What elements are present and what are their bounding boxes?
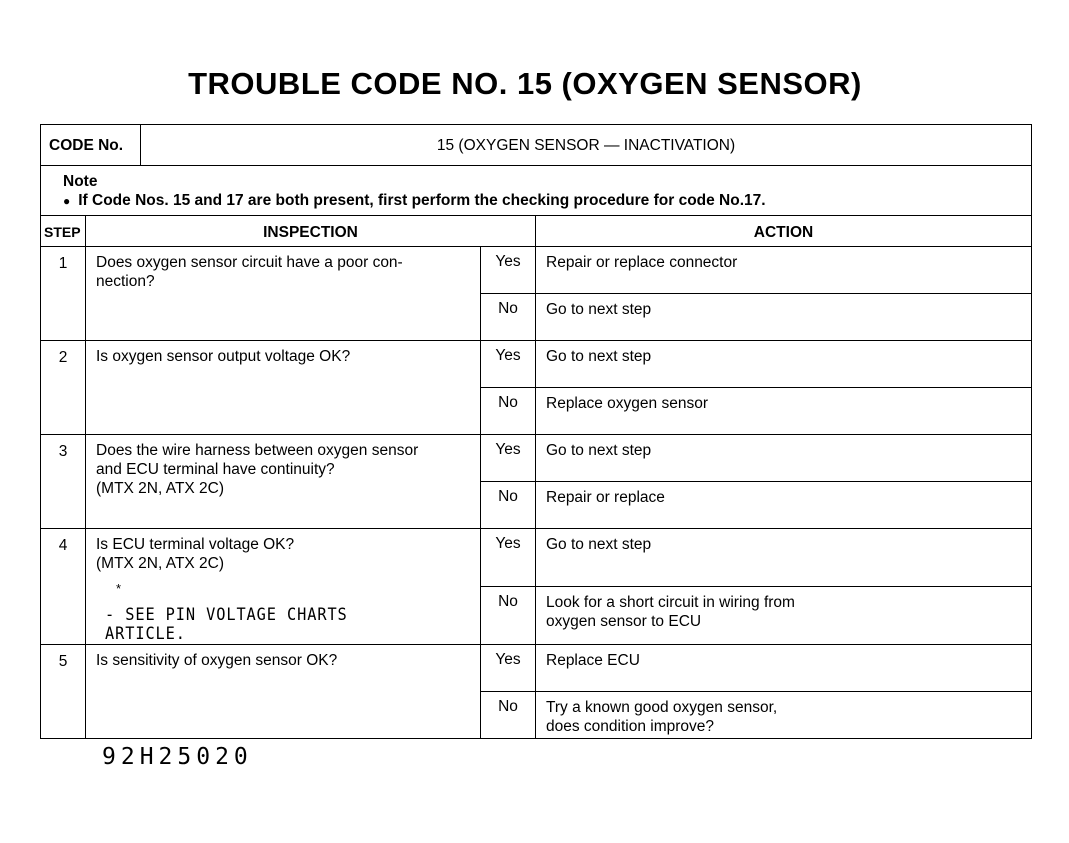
no-label: No: [481, 692, 536, 739]
asterisk-mark: *: [116, 581, 122, 596]
no-action: Look for a short circuit in wiring from oxygen sensor to ECU: [536, 587, 1032, 645]
code-label: CODE No.: [41, 125, 141, 166]
note-text: If Code Nos. 15 and 17 are both present, first perform the checking procedure for code No.17.: [78, 192, 766, 209]
yes-label: Yes: [481, 645, 536, 692]
no-action: Go to next step: [536, 294, 1032, 341]
inspection-cell: [86, 247, 481, 341]
bullet-icon: ●: [63, 194, 71, 208]
code-row: [41, 125, 1032, 166]
note-row: [41, 166, 1032, 216]
action-header: ACTION: [536, 216, 1032, 247]
step-row-5: [41, 645, 1032, 692]
yes-label: Yes: [481, 529, 536, 587]
inspection-cell: [86, 341, 481, 435]
yes-action: Repair or replace connector: [536, 247, 1032, 294]
no-label: No: [481, 294, 536, 341]
step-row-2: [41, 341, 1032, 388]
code-value: 15 (OXYGEN SENSOR — INACTIVATION): [141, 125, 1032, 166]
yes-action: Go to next step: [536, 435, 1032, 482]
step-number: 4: [41, 529, 86, 645]
step-number: 5: [41, 645, 86, 739]
inspection-cell: [86, 645, 481, 739]
yes-action: Go to next step: [536, 529, 1032, 587]
figure-id: 92H25020: [102, 744, 253, 770]
inspection-text: Does the wire harness between oxygen sensor and ECU terminal have continuity? (MTX 2N, ATX 2C): [96, 442, 419, 497]
step-row-4: [41, 529, 1032, 587]
header-row: [41, 216, 1032, 247]
inspection-text: Is ECU terminal voltage OK? (MTX 2N, ATX 2C): [96, 536, 295, 572]
yes-label: Yes: [481, 247, 536, 294]
no-action: Try a known good oxygen sensor, does condition improve?: [536, 692, 1032, 739]
step-row-3: [41, 435, 1032, 482]
no-action: Repair or replace: [536, 482, 1032, 529]
inspection-text: Is oxygen sensor output voltage OK?: [96, 348, 351, 365]
no-label: No: [481, 482, 536, 529]
step-number: 2: [41, 341, 86, 435]
note-item: [63, 191, 1009, 211]
yes-action: Go to next step: [536, 341, 1032, 388]
inspection-text: Does oxygen sensor circuit have a poor con- nection?: [96, 254, 403, 290]
trouble-code-table: [40, 124, 1032, 739]
no-action: Replace oxygen sensor: [536, 388, 1032, 435]
page-title: TROUBLE CODE NO. 15 (OXYGEN SENSOR): [188, 66, 862, 101]
inspection-header: INSPECTION: [86, 216, 536, 247]
inspection-cell: [86, 435, 481, 529]
note-cell: [41, 166, 1032, 216]
yes-label: Yes: [481, 341, 536, 388]
note-heading: Note: [63, 173, 98, 190]
inspection-cell: [86, 529, 481, 645]
step-header: STEP: [41, 216, 86, 247]
handwritten-note: - SEE PIN VOLTAGE CHARTS ARTICLE.: [105, 605, 348, 644]
steps-body: [41, 247, 1032, 739]
no-label: No: [481, 388, 536, 435]
step-number: 1: [41, 247, 86, 341]
no-label: No: [481, 587, 536, 645]
step-row-1: [41, 247, 1032, 294]
yes-action: Replace ECU: [536, 645, 1032, 692]
step-number: 3: [41, 435, 86, 529]
inspection-text: Is sensitivity of oxygen sensor OK?: [96, 652, 338, 669]
yes-label: Yes: [481, 435, 536, 482]
